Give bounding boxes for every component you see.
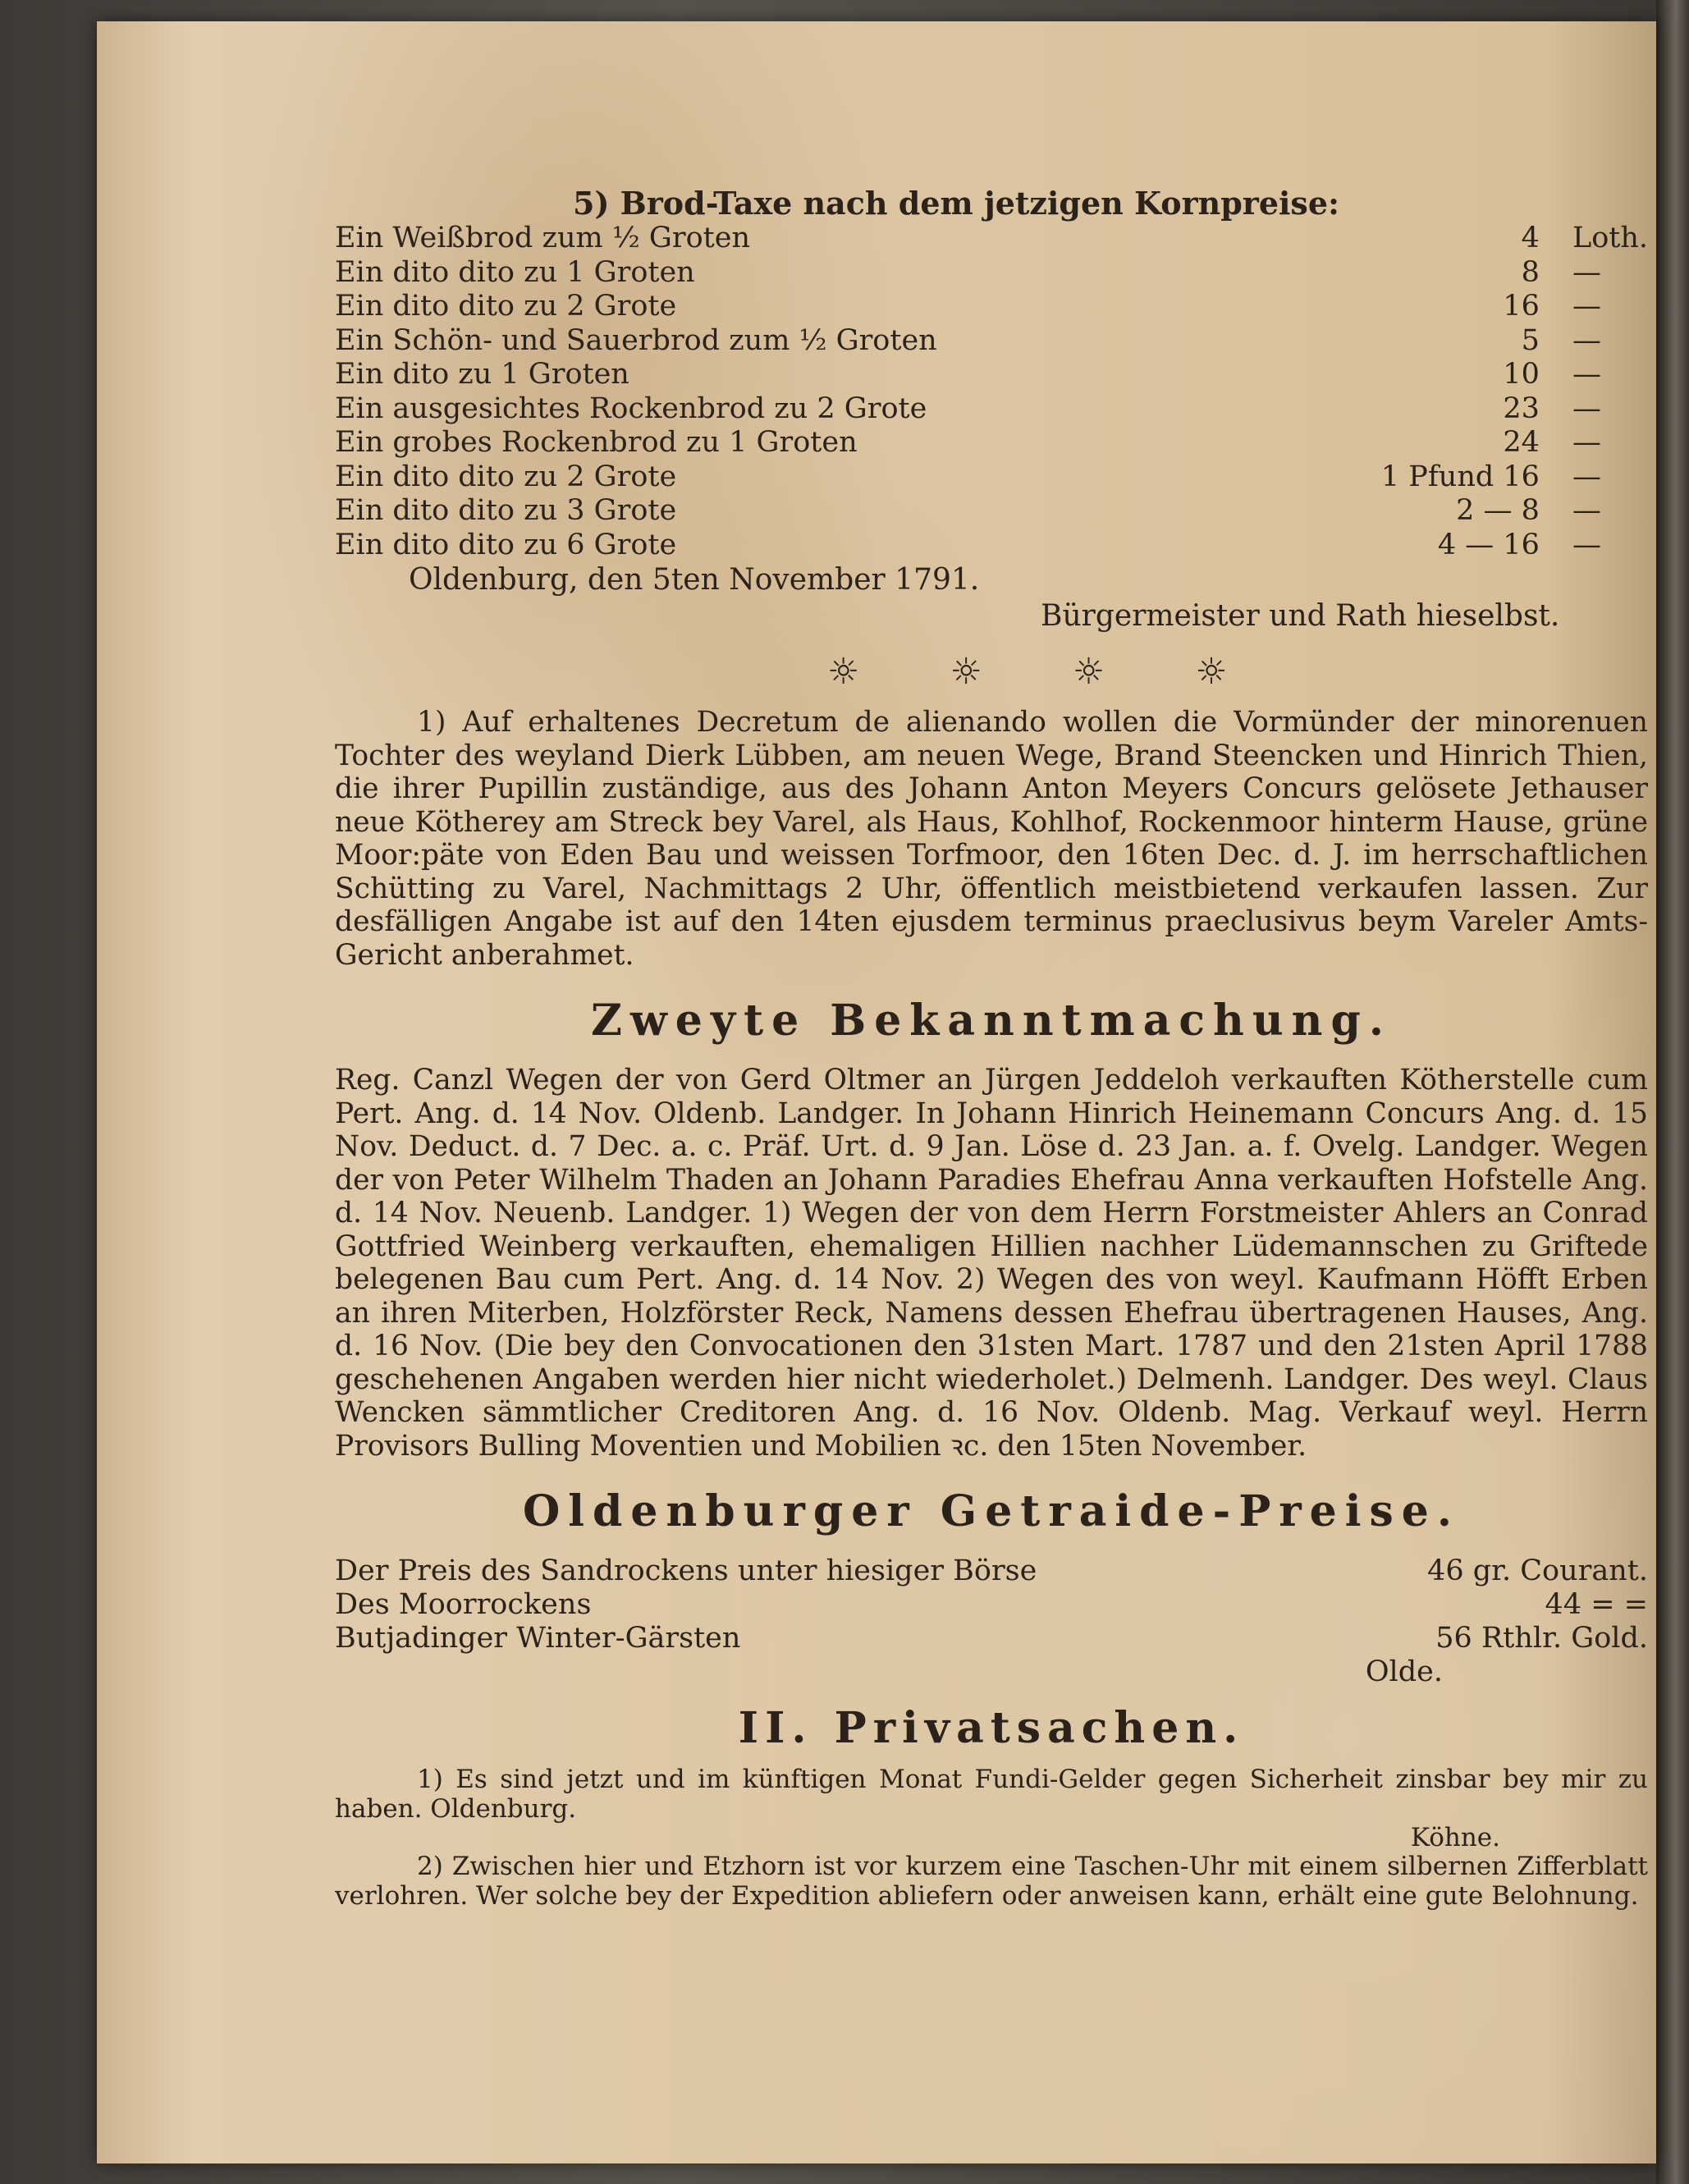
grain-item: Der Preis des Sandrockens unter hiesiger Börse <box>335 1554 1037 1587</box>
bread-tax-unit: — <box>1572 460 1601 493</box>
bread-tax-item: Ein dito dito zu 2 Grote <box>335 290 677 323</box>
bread-tax-row <box>335 392 1648 427</box>
bread-tax-row <box>335 460 1648 495</box>
grain-prices-table <box>335 1554 1648 1655</box>
private-notice-1-signature: Köhne. <box>1410 1823 1500 1852</box>
notice-paragraph-1 <box>335 706 1648 972</box>
bread-tax-amount: 10 <box>1503 358 1540 391</box>
bread-tax-row <box>335 358 1648 392</box>
bread-tax-unit: — <box>1572 426 1601 459</box>
place-date: Oldenburg, den 5ten November 1791. <box>409 563 980 597</box>
private-section-title: II. Privatsachen. <box>738 1703 1245 1753</box>
private-notice-2-text: 2) Zwischen hier und Etzhorn ist vor kurzem eine Taschen-Uhr mit einem silbernen Zifferblatt verlohren. Wer solche bey der Expedition abliefern oder anweisen kann, erhält eine gute Belohnung. <box>335 1852 1648 1911</box>
bread-tax-amount: 4 — 16 <box>1437 528 1540 561</box>
grain-price: 56 Rthlr. Gold. <box>1435 1622 1648 1655</box>
bread-tax-row <box>335 529 1648 563</box>
private-notice-1 <box>335 1765 1648 1824</box>
private-notice-1-text: 1) Es sind jetzt und im künftigen Monat Fundi-Gelder gegen Sicherheit zinsbar bey mir zu haben. Oldenburg. <box>335 1765 1648 1824</box>
bread-tax-item: Ein dito dito zu 3 Grote <box>335 494 677 527</box>
grain-price-row <box>335 1554 1648 1588</box>
bread-tax-item: Ein Weißbrod zum ½ Groten <box>335 222 750 254</box>
bread-tax-unit: — <box>1572 323 1601 357</box>
bread-tax-table <box>335 222 1648 562</box>
bread-tax-item: Ein grobes Rockenbrod zu 1 Groten <box>335 426 858 459</box>
bread-tax-unit: — <box>1572 255 1601 289</box>
page-content <box>335 185 1648 1911</box>
grain-price: 46 gr. Courant. <box>1427 1554 1648 1587</box>
bread-tax-item: Ein ausgesichtes Rockenbrod zu 2 Grote <box>335 391 927 425</box>
bread-tax-amount: 4 <box>1521 222 1540 254</box>
grain-item: Butjadinger Winter-Gärsten <box>335 1622 741 1655</box>
bread-tax-amount: 16 <box>1503 290 1540 323</box>
authority-signature: Bürgermeister und Rath hieselbst. <box>1041 599 1560 633</box>
second-announcement-title: Zweyte Bekanntmachung. <box>591 996 1392 1046</box>
book-spine <box>1656 0 1689 2184</box>
bread-tax-heading: 5) Brod-Taxe nach dem jetzigen Kornpreise: <box>573 185 1340 222</box>
bread-tax-unit: Loth. <box>1572 222 1648 254</box>
bread-tax-unit: — <box>1572 358 1601 391</box>
ornament-divider: ☼☼☼☼ <box>827 651 1318 693</box>
bread-tax-unit: — <box>1572 391 1601 425</box>
bread-tax-amount: 1 Pfund 16 <box>1380 460 1540 493</box>
second-announcement-text: Reg. Canzl Wegen der von Gerd Oltmer an Jürgen Jeddeloh verkauften Kötherstelle cum Pert. Ang. d. 14 Nov. Oldenb. Landger. In Johann Hinrich Heinemann Concurs Ang. d. 15 Nov. Deduct. d. 7 Dec. a. c. Präf. Urt. d. 9 Jan. Löse d. 23 Jan. a. f. Ovelg. Landger. Wegen der von Peter Wilhelm Thaden an Johann Paradies Ehefrau Anna verkauften Hofstelle Ang. d. 14 Nov. Neuenb. Landger. 1) Wegen der von dem Herrn Forstmeister Ahlers an Conrad Gottfried Weinberg verkauften, ehemaligen Hillien nachher Lüdemannschen zu Griftede belegenen Bau cum Pert. Ang. d. 14 Nov. 2) Wegen des von weyl. Kaufmann Höfft Erben an ihren Miterben, Holzförster Reck, Namens dessen Ehefrau übertragenen Hauses, Ang. d. 16 Nov. (Die bey den Convocationen den 31sten Mart. 1787 und den 21sten April 1788 geschehenen Angaben werden hier nicht wiederholet.) Delmenh. Landger. Des weyl. Claus Wencken sämmtlicher Creditoren Ang. d. 16 Nov. Oldenb. Mag. Verkauf weyl. Herrn Provisors Bulling Moventien und Mobilien ꝛc. den 15ten November. <box>335 1064 1648 1463</box>
bread-tax-item: Ein dito dito zu 1 Groten <box>335 255 695 289</box>
bread-tax-amount: 23 <box>1503 391 1540 425</box>
bread-tax-item: Ein Schön- und Sauerbrod zum ½ Groten <box>335 323 937 357</box>
bread-tax-row <box>335 222 1648 256</box>
bread-tax-row <box>335 494 1648 529</box>
bread-tax-unit: — <box>1572 494 1601 527</box>
bread-tax-amount: 2 — 8 <box>1456 494 1540 527</box>
bread-tax-item: Ein dito dito zu 2 Grote <box>335 460 677 493</box>
grain-price-row <box>335 1622 1648 1655</box>
bread-tax-unit: — <box>1572 290 1601 323</box>
bread-tax-amount: 24 <box>1503 426 1540 459</box>
grain-item: Des Moorrockens <box>335 1588 592 1621</box>
bread-tax-amount: 5 <box>1521 323 1540 357</box>
bread-tax-item: Ein dito zu 1 Groten <box>335 358 629 391</box>
bread-tax-row <box>335 256 1648 291</box>
grain-prices-title: Oldenburger Getraide-Preise. <box>523 1486 1460 1536</box>
notice-1-text: 1) Auf erhaltenes Decretum de alienando wollen die Vormünder der minorenuen Tochter des weyland Dierk Lübben, am neuen Wege, Brand Steencken und Hinrich Thien, die ihrer Pupillin zuständige, aus des Johann Anton Meyers Concurs gelösete Jethauser neue Kötherey am Streck bey Varel, als Haus, Kohlhof, Rockenmoor hinterm Hause, grüne Moor:päte von Eden Bau und weissen Torfmoor, den 16ten Dec. d. J. im herrschaftlichen Schütting zu Varel, Nachmittags 2 Uhr, öffentlich meistbietend verkaufen lassen. Zur desfälligen Angabe ist auf den 14ten ejusdem terminus praeclusivus beym Vareler Amts-Gericht anberahmet. <box>335 706 1648 972</box>
grain-price: 44 = = <box>1545 1588 1648 1621</box>
private-notice-2 <box>335 1852 1648 1911</box>
bread-tax-unit: — <box>1572 528 1601 561</box>
newspaper-page <box>97 21 1656 2163</box>
bread-tax-amount: 8 <box>1521 255 1540 289</box>
bread-tax-row <box>335 324 1648 359</box>
bread-tax-row <box>335 426 1648 460</box>
grain-price-row <box>335 1588 1648 1622</box>
bread-tax-row <box>335 290 1648 324</box>
grain-extra-line: Olde. <box>1365 1655 1443 1688</box>
bread-tax-item: Ein dito dito zu 6 Grote <box>335 528 677 561</box>
